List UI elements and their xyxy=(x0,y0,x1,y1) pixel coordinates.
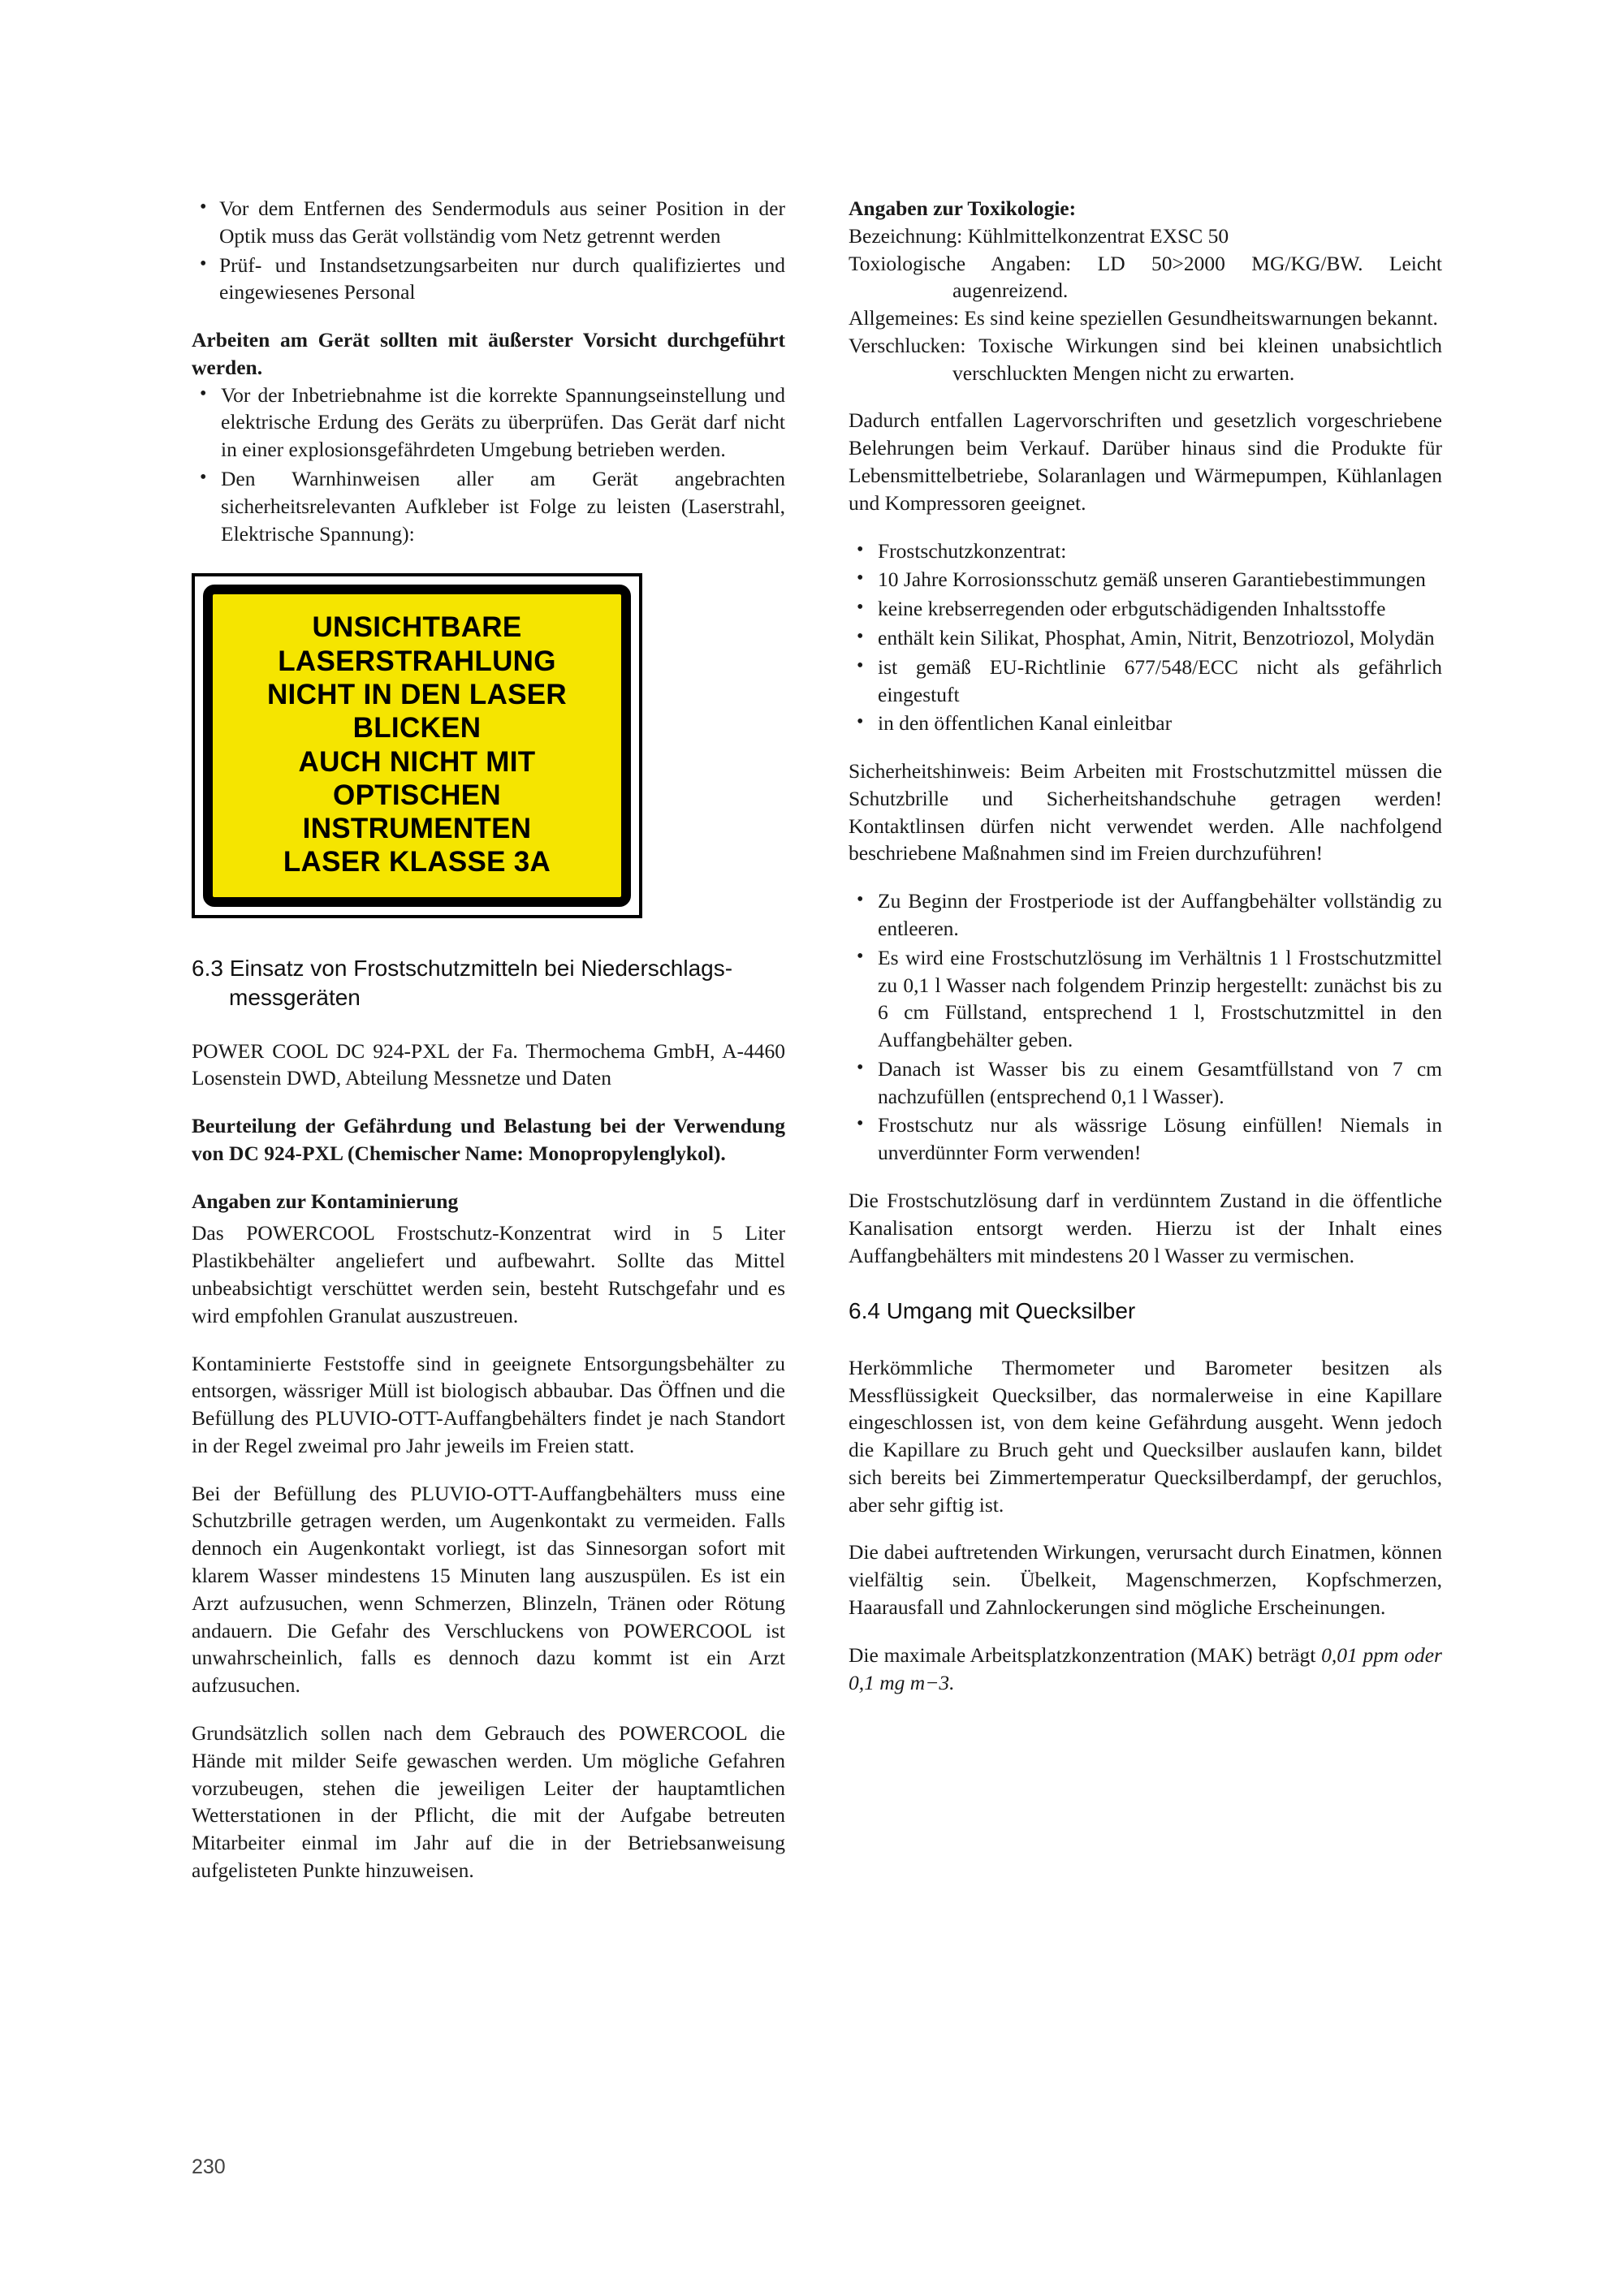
toxicology-entry: Toxiologische Angaben: LD 50>2000 MG/KG/BW. Leicht augenreizend. xyxy=(849,251,1442,303)
toxicology-entry: Verschlucken: Toxische Wirkungen sind bei kleinen unabsichtlich verschluckten Mengen nicht zu erwarten. xyxy=(849,333,1442,385)
two-column-layout xyxy=(192,195,1442,1905)
list-item: • Zu Beginn der Frostperiode ist der Auffangbehälter vollständig zu entleeren. xyxy=(849,887,1442,943)
toxicology-entry: Allgemeines: Es sind keine speziellen Gesundheitswarnungen bekannt. xyxy=(849,306,1438,330)
section-heading-6-4: 6.4 Umgang mit Quecksilber xyxy=(849,1298,1136,1324)
body-paragraph: Die dabei auftretenden Wirkungen, verursacht durch Einatmen, können vielfältig sein. Übelkeit, Magenschmerzen, Kopfschmerzen, Haarausfall und Zahnlockerungen sind mögliche Erscheinungen. xyxy=(849,1540,1442,1619)
laser-warning-inner xyxy=(203,585,631,906)
list-item: • in den öffentlichen Kanal einleitbar xyxy=(849,710,1442,737)
body-paragraph: Bei der Befüllung des PLUVIO-OTT-Auffangbehälters muss eine Schutzbrille getragen werden, um Augenkontakt zu vermeiden. Falls dennoch ein Augenkontakt vorliegt, ist das Sinnesorgan sofort mit klarem Wasser mindestens 15 Minuten lang auszuspülen. Es ist ein Arzt aufzusuchen, wenn Schmerzen, Blinzeln, Tränen oder Rötung andauern. Die Gefahr des Verschluckens von POWERCOOL ist unwahrscheinlich, falls es dennoch dazu kommt ist ein Arzt aufzusuchen. xyxy=(192,1481,785,1698)
laser-warning-line-3: AUCH NICHT MIT xyxy=(298,745,536,778)
laser-warning-line-5: LASER KLASSE 3A xyxy=(283,846,551,878)
disposal-paragraph: Die Frostschutzlösung darf in verdünntem Zustand in die öffentliche Kanalisation entsorgt werden. Hierzu ist der Inhalt eines Auffangbehälters mit mindestens 20 l Wasser zu vermischen. xyxy=(849,1189,1442,1267)
body-paragraph: Herkömmliche Thermometer und Barometer besitzen als Messflüssigkeit Quecksilber, das normalerweise in eine Kapillare eingeschlossen ist, von dem keine Gefährdung ausgeht. Wenn jedoch die Kapillare zu Bruch geht und Quecksilber auslaufen kann, bildet sich bereits bei Zimmertemperatur Quecksilberdampf, der geruchlos, aber sehr giftig ist. xyxy=(849,1355,1442,1517)
list-item: • 10 Jahre Korrosionsschutz gemäß unseren Garantiebestimmungen xyxy=(849,566,1442,593)
mak-paragraph xyxy=(849,1642,1442,1697)
body-paragraph: Kontaminierte Feststoffe sind in geeignete Entsorgungsbehälter zu entsorgen, wässriger Müll ist biologisch abbaubar. Das Öffnen und die Befüllung des PLUVIO-OTT-Auffangbehälters findet je nach Standort in der Regel zweimal pro Jahr jeweils im Freien statt. xyxy=(192,1351,785,1457)
section-heading-line-1: 6.3 Einsatz von Frostschutzmitteln bei Niederschlags- xyxy=(192,955,733,981)
top-bullet-list xyxy=(192,195,785,306)
intro-paragraph: Dadurch entfallen Lagervorschriften und gesetzlich vorgeschriebene Belehrungen beim Verkauf. Darüber hinaus sind die Produkte für Lebensmittelbetriebe, Solaranlagen und Wärmepumpen, Kühlanlagen und Kompressoren geeignet. xyxy=(849,408,1442,515)
list-item: • Vor der Inbetriebnahme ist die korrekte Spannungseinstellung und elektrische Erdung des Geräts zu überprüfen. Das Gerät darf nicht in einer explosionsgefährdeten Umgebung betrieben werden. xyxy=(192,382,785,464)
contamination-paragraph: Das POWERCOOL Frostschutz-Konzentrat wird in 5 Liter Plastikbehälter angeliefert und aufbewahrt. Sollte das Mittel unbeabsichtigt verschüttet werden sein, besteht Rutschgefahr und es wird empfohlen Granulat auszustreuen. xyxy=(192,1221,785,1327)
assessment-heading: Beurteilung der Gefährdung und Belastung bei der Verwendung von DC 924-PXL (Chemischer Name: Monopropylenglykol). xyxy=(192,1114,785,1165)
list-item: • Danach ist Wasser bis zu einem Gesamtfüllstand von 7 cm nachzufüllen (entsprechend 0,1 l Wasser). xyxy=(849,1055,1442,1111)
product-bullet-list xyxy=(849,537,1442,737)
body-paragraph: Grundsätzlich sollen nach dem Gebrauch des POWERCOOL die Hände mit milder Seife gewaschen werden. Um mögliche Gefahren vorzubeugen, stehen die jeweiligen Leiter der hauptamtlichen Wetterstationen in der Pflicht, die mit der Aufgabe betreuten Mitarbeiter einmal im Jahr auf die in der Betriebsanweisung aufgelisteten Punkte hinzuweisen. xyxy=(192,1720,785,1882)
page-number: 230 xyxy=(192,2156,226,2178)
laser-warning-label xyxy=(192,573,642,917)
list-item: • Frostschutz nur als wässrige Lösung einfüllen! Niemals in unverdünnter Form verwenden! xyxy=(849,1111,1442,1167)
product-paragraph: POWER COOL DC 924-PXL der Fa. Thermochema GmbH, A-4460 Losenstein DWD, Abteilung Messnetze und Daten xyxy=(192,1038,785,1090)
safety-bullet-list xyxy=(849,887,1442,1167)
section-heading-line-2: messgeräten xyxy=(229,985,361,1011)
safety-note-paragraph: Sicherheitshinweis: Beim Arbeiten mit Frostschutzmittel müssen die Schutzbrille und Sicherheitshandschuhe getragen werden! Kontaktlinsen dürfen nicht verwendet werden. Alle nachfolgend beschriebene Maßnahmen sind im Freien durchzuführen! xyxy=(849,759,1442,865)
toxicology-heading: Angaben zur Toxikologie: xyxy=(849,196,1077,220)
right-column xyxy=(849,195,1442,1905)
list-item: • keine krebserregenden oder erbgutschädigenden Inhaltsstoffe xyxy=(849,595,1442,623)
laser-warning-line-4: OPTISCHEN INSTRUMENTEN xyxy=(302,779,532,845)
list-item: • Frostschutzkonzentrat: xyxy=(849,537,1442,565)
list-item: • Prüf- und Instandsetzungsarbeiten nur durch qualifiziertes und eingewiesenes Personal xyxy=(192,252,785,307)
toxicology-entry: Bezeichnung: Kühlmittelkonzentrat EXSC 50 xyxy=(849,223,1229,248)
list-item: • ist gemäß EU-Richtlinie 677/548/ECC nicht als gefährlich eingestuft xyxy=(849,654,1442,709)
caution-bullet-list xyxy=(192,382,785,548)
contamination-heading: Angaben zur Kontaminierung xyxy=(192,1189,459,1213)
list-item: • enthält kein Silikat, Phosphat, Amin, Nitrit, Benzotriozol, Molydän xyxy=(849,624,1442,652)
list-item: • Es wird eine Frostschutzlösung im Verhältnis 1 l Frostschutzmittel zu 0,1 l Wasser nach folgendem Prinzip hergestellt: zunächst bis zu 6 cm Füllstand, entsprechend 1 l, Frostschutzmittel in den Auffangbehälter geben. xyxy=(849,944,1442,1054)
left-column xyxy=(192,195,785,1905)
mak-text: Die maximale Arbeitsplatzkonzentration (MAK) beträgt xyxy=(849,1642,1322,1667)
list-item: • Den Warnhinweisen aller am Gerät angebrachten sicherheitsrelevanten Aufkleber ist Folge zu leisten (Laserstrahl, Elektrische Spannung): xyxy=(192,465,785,547)
list-item: • Vor dem Entfernen des Sendermoduls aus seiner Position in der Optik muss das Gerät vollständig vom Netz getrennt werden xyxy=(192,195,785,250)
section-heading-6-3 xyxy=(192,954,785,1013)
caution-heading: Arbeiten am Gerät sollten mit äußerster Vorsicht durchgeführt werden. xyxy=(192,328,785,379)
mak-value: 0,01 ppm oder 0,1 mg m−3. xyxy=(849,1642,1442,1694)
laser-warning-line-1: UNSICHTBARE LASERSTRAHLUNG xyxy=(278,611,556,677)
toxicology-entries xyxy=(849,222,1442,387)
laser-warning-line-2: NICHT IN DEN LASER BLICKEN xyxy=(266,678,568,744)
